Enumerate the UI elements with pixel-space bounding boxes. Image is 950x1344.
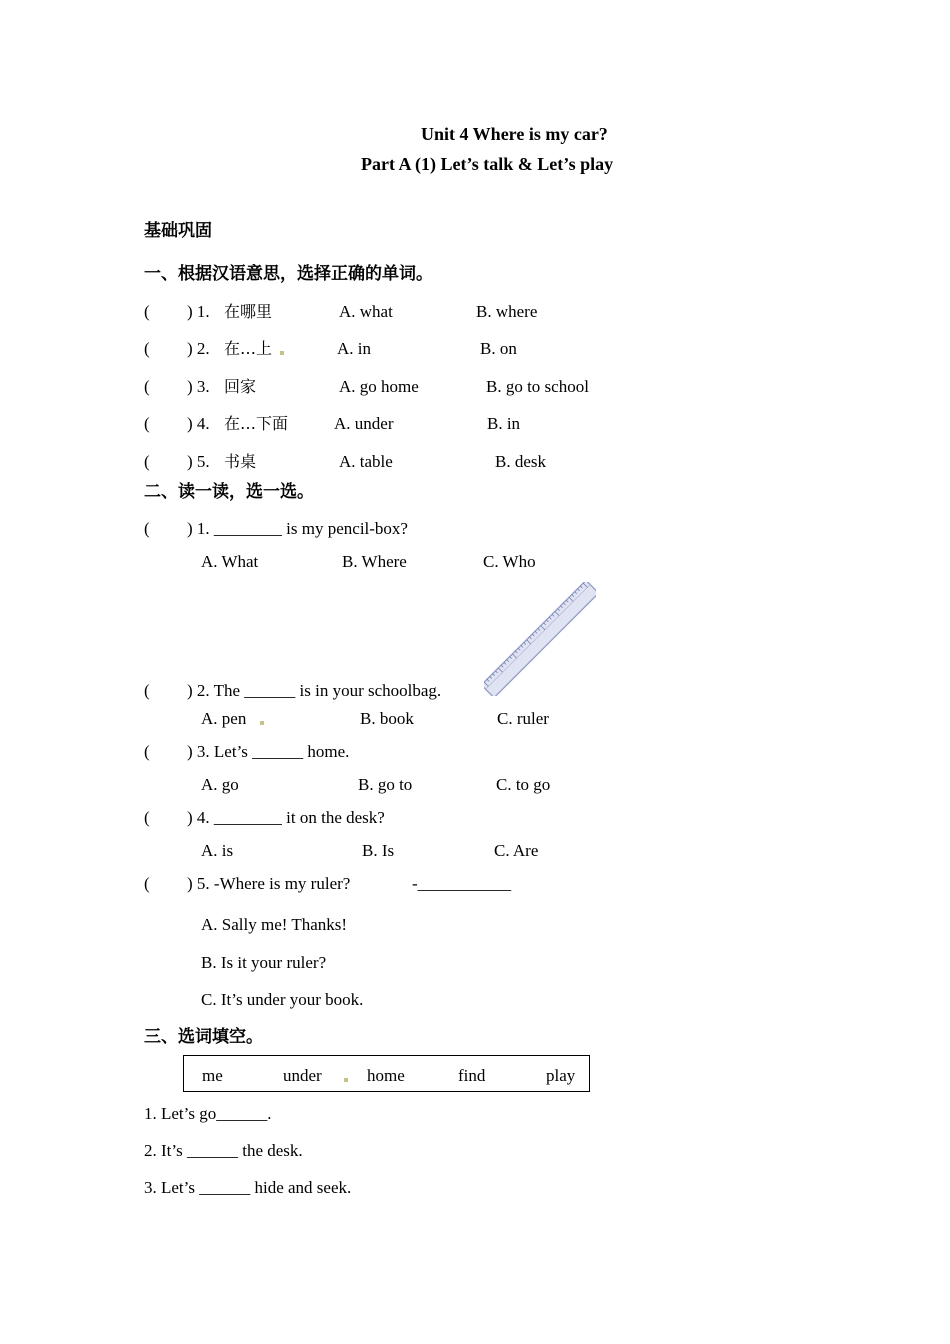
option-a: A. go xyxy=(201,775,239,794)
answer-paren: ( xyxy=(144,414,150,433)
option-b: B. desk xyxy=(495,452,546,471)
word-bank-word: under xyxy=(283,1066,322,1085)
option-a: A. pen xyxy=(201,709,247,728)
question-stem: ) 2. The ______ is in your schoolbag. xyxy=(187,681,442,700)
answer-paren: ( xyxy=(144,874,150,893)
option-b: B. Is it your ruler? xyxy=(201,953,327,972)
word-bank-word: find xyxy=(458,1066,486,1085)
item-number: ) 5. xyxy=(187,452,210,471)
option-a: A. go home xyxy=(339,377,419,396)
option-a: A. What xyxy=(201,552,259,571)
item-number: ) 4. xyxy=(187,414,210,433)
question-stem: ) 4. ________ it on the desk? xyxy=(187,808,385,827)
item-number: ) 1. xyxy=(187,302,210,321)
word-bank-word: home xyxy=(367,1066,405,1085)
scan-mark xyxy=(344,1078,348,1082)
fill-item-2: 2. It’s ______ the desk. xyxy=(144,1141,303,1160)
option-c: C. to go xyxy=(496,775,551,794)
option-b: B. book xyxy=(360,709,414,728)
scan-mark xyxy=(260,721,264,725)
answer-blank: -___________ xyxy=(412,874,512,893)
section3-title: 三、选词填空。 xyxy=(144,1027,263,1047)
option-c: C. ruler xyxy=(497,709,549,728)
unit-title: Unit 4 Where is my car? xyxy=(421,124,608,144)
item-number: ) 3. xyxy=(187,377,210,396)
chinese-meaning: 在…下面 xyxy=(224,414,289,433)
option-c: C. It’s under your book. xyxy=(201,990,364,1009)
option-b: B. go to school xyxy=(486,377,589,396)
section1-title: 一、根据汉语意思，选择正确的单词。 xyxy=(144,264,433,284)
option-a: A. Sally me! Thanks! xyxy=(201,915,348,934)
fill-item-3: 3. Let’s ______ hide and seek. xyxy=(144,1178,352,1197)
answer-paren: ( xyxy=(144,452,150,471)
chinese-meaning: 书桌 xyxy=(224,452,257,471)
part-title: Part A (1) Let’s talk & Let’s play xyxy=(361,154,614,174)
option-b: B. where xyxy=(476,302,538,321)
word-bank-word: me xyxy=(202,1066,223,1085)
option-a: A. is xyxy=(201,841,234,860)
option-b: B. on xyxy=(480,339,517,358)
question-stem: ) 5. -Where is my ruler? xyxy=(187,874,351,893)
question-stem: ) 1. ________ is my pencil-box? xyxy=(187,519,408,538)
option-b: B. in xyxy=(487,414,521,433)
option-b: B. go to xyxy=(358,775,413,794)
fill-item-1: 1. Let’s go______. xyxy=(144,1104,272,1123)
option-c: C. Are xyxy=(494,841,539,860)
ruler-illustration xyxy=(484,582,596,696)
answer-paren: ( xyxy=(144,302,150,321)
answer-paren: ( xyxy=(144,339,150,358)
ruler-edge-line xyxy=(486,585,591,690)
section-basic-heading: 基础巩固 xyxy=(144,221,212,241)
answer-paren: ( xyxy=(144,681,150,700)
answer-paren: ( xyxy=(144,519,150,538)
chinese-meaning: 在…上 xyxy=(224,339,273,358)
option-b: B. Is xyxy=(362,841,395,860)
option-b: B. Where xyxy=(342,552,407,571)
scan-mark xyxy=(280,351,284,355)
chinese-meaning: 在哪里 xyxy=(224,302,273,321)
item-number: ) 2. xyxy=(187,339,210,358)
answer-paren: ( xyxy=(144,808,150,827)
option-a: A. what xyxy=(339,302,393,321)
option-c: C. Who xyxy=(483,552,536,571)
option-a: A. table xyxy=(339,452,393,471)
answer-paren: ( xyxy=(144,742,150,761)
question-stem: ) 3. Let’s ______ home. xyxy=(187,742,350,761)
option-a: A. in xyxy=(337,339,371,358)
ruler-body xyxy=(484,582,596,696)
answer-paren: ( xyxy=(144,377,150,396)
section2-title: 二、读一读，选一选。 xyxy=(144,482,314,502)
chinese-meaning: 回家 xyxy=(224,377,257,396)
word-bank-word: play xyxy=(546,1066,576,1085)
option-a: A. under xyxy=(334,414,394,433)
